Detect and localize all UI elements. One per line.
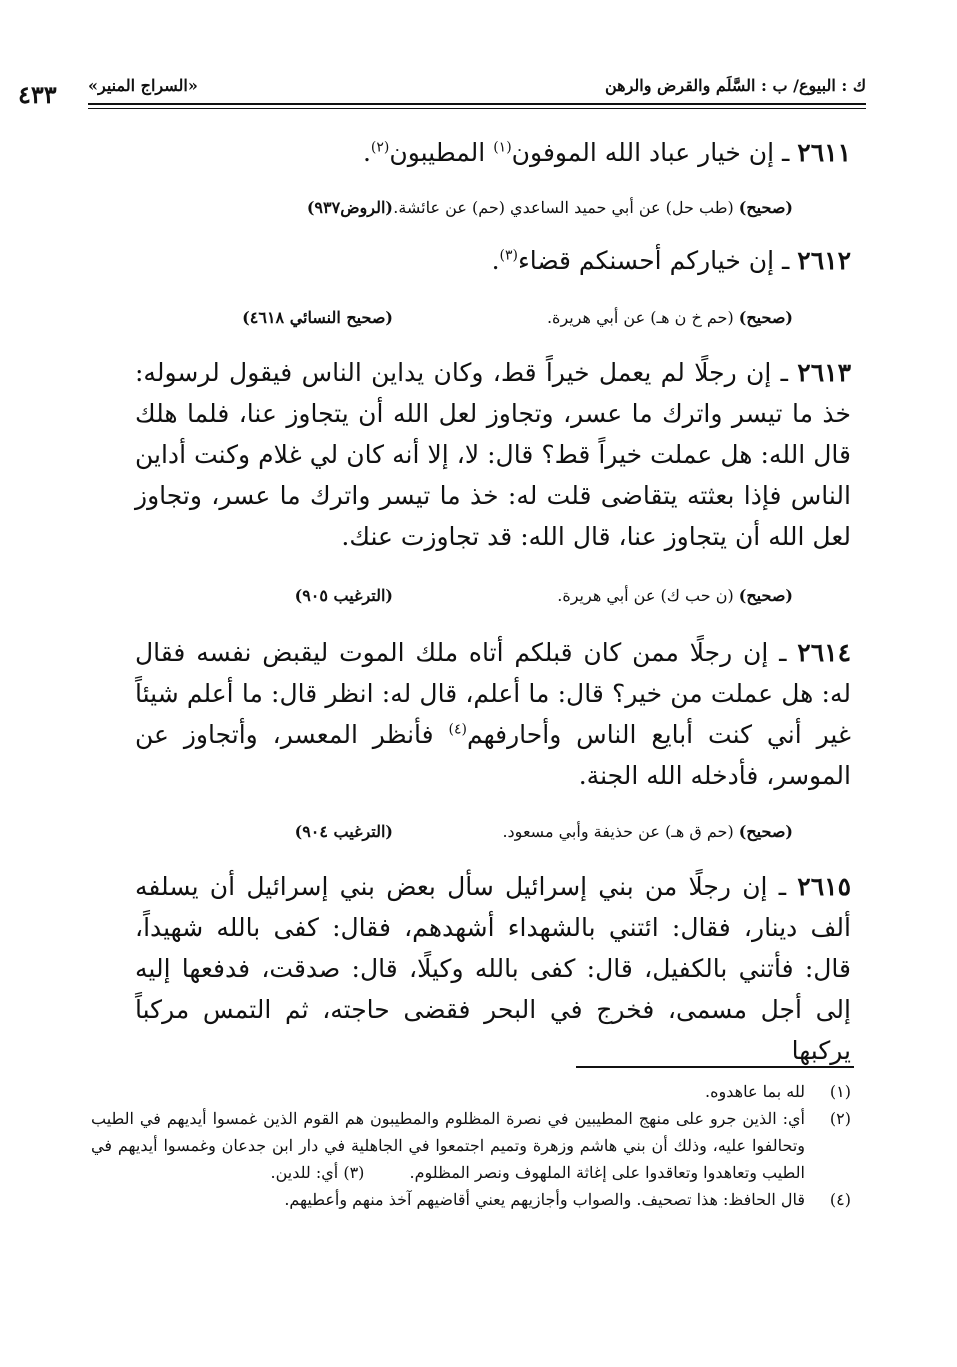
hadith-number: ٢٦١٢ bbox=[797, 246, 851, 275]
punctuation: . bbox=[491, 246, 500, 275]
reference: (الروض٩٣٧) bbox=[306, 198, 393, 217]
running-header bbox=[88, 72, 866, 102]
chapter-title: ك : البيوع/ ب : السَّلَم والقرض والرهن bbox=[604, 76, 866, 95]
page-number: ٤٣٣ bbox=[18, 80, 57, 109]
hadith-number: ٢٦١٤ bbox=[797, 638, 851, 667]
reference: (الترغيب ٩٠٥) bbox=[294, 586, 393, 605]
footnote-marker[interactable]: (١) bbox=[493, 139, 512, 156]
source-line bbox=[93, 586, 793, 612]
footnote-marker[interactable]: (٣) bbox=[499, 247, 518, 264]
footnote-separator bbox=[576, 1066, 854, 1068]
hadith-text: إن رجلًا ممن كان قبلكم أتاه ملك الموت ليقبض نفسه فقال له: هل عملت من خير؟ قال: ما أعلم، قال له: انظر قال: ما أعلم شيئاً غير أني كنت أبايع الناس وأحارفهم bbox=[135, 638, 851, 749]
footnote-4 bbox=[91, 1186, 851, 1213]
grade: (صحيح) bbox=[738, 198, 793, 217]
footnote-number: (٢) bbox=[829, 1109, 851, 1128]
hadith-2611: ٢٦١١ ـ إن خيار عباد الله الموفون$^{(١)}$ المطيبون$^{(٢)}$. bbox=[362, 138, 851, 167]
footnote-number: (٣) bbox=[343, 1163, 365, 1182]
footnote-1 bbox=[91, 1078, 851, 1105]
source-chain bbox=[393, 198, 793, 217]
hadith-number: ٢٦١١ bbox=[797, 138, 851, 167]
reference: (صحيح النسائي ٤٦١٨) bbox=[242, 308, 393, 327]
source-chain bbox=[502, 822, 793, 841]
hadith-number: ٢٦١٣ bbox=[797, 358, 852, 387]
grade: (صحيح) bbox=[738, 308, 793, 327]
narrators: (حم ق هـ) عن حذيفة وأبي مسعود. bbox=[502, 822, 734, 841]
footnote-2 bbox=[91, 1105, 851, 1186]
hadith-2615: ٢٦١٥ ـ إن رجلًا من بني إسرائيل سأل بعض بني إسرائيل أن يسلفه ألف دينار، فقال: ائتني بالشهداء أشهدهم، فقال: كفى بالله شهيداً، قال: فأتني بالكفيل، قال: كفى بالله وكيلًا، قال: صدقت، فدفعها إليه إلى أجل مسمى، فخرج في البحر فقضى حاجته، ثم التمس مركباً يركبها bbox=[135, 872, 851, 1065]
hadith-text: إن خياركم أحسنكم قضاء bbox=[517, 246, 775, 275]
header-rule bbox=[88, 103, 866, 105]
footnote-text: أي: الذين جرو على منهج المطيبين في نصرة المظلوم والمطيبون هم القوم الذين غمسوا أيديهم في الطيب وتحالفوا عليه، وذلك أن بني هاشم وزهرة وتميم اجتمعوا في الجاهلية في دار ابن جدعان وغمسوا أيديهم في الطيب وتعاهدوا وتعاقدوا على إغاثة الملهوف ونصر المظلوم. bbox=[91, 1109, 806, 1182]
source-chain bbox=[547, 308, 793, 327]
source-line bbox=[93, 822, 793, 848]
punctuation: . bbox=[362, 138, 371, 167]
narrators: (ن حب ك) عن أبي هريرة. bbox=[557, 586, 734, 605]
source-line bbox=[93, 308, 793, 334]
hadith-2614: ٢٦١٤ ـ إن رجلًا ممن كان قبلكم أتاه ملك الموت ليقبض نفسه فقال له: هل عملت من خير؟ قال: ما أعلم، قال له: انظر قال: ما أعلم شيئاً غير أني كنت أبايع الناس وأحارفهم$^{(٤)}$ فأنظر المعسر، وأتجاوز عن الموسر، فأدخله الله الجنة. bbox=[135, 638, 851, 790]
hadith-text: إن رجلًا من بني إسرائيل سأل بعض بني إسرائيل أن يسلفه ألف دينار، فقال: ائتني بالشهداء أشهدهم، فقال: كفى بالله شهيداً، قال: فأتني بالكفيل، قال: كفى بالله وكيلًا، قال: صدقت، فدفعها إليه إلى أجل مسمى، فخرج في البحر فقضى حاجته، ثم التمس مركباً يركبها bbox=[135, 872, 851, 1065]
hadith-2613: ٢٦١٣ ـ إن رجلًا لم يعمل خيراً قط، وكان يداين الناس فيقول لرسوله: خذ ما تيسر واترك ما عسر، وتجاوز لعل الله أن يتجاوز عنا، فلما هلك قال الله: هل عملت خيراً قط؟ قال: لا، إلا أنه كان لي غلام وكنت أداين الناس فإذا بعثته يتقاضى قلت له: خذ ما تيسر واترك ما عسر، وتجاوز لعل الله أن يتجاوز عنا، قال الله: قد تجاوزت عنك. bbox=[135, 358, 852, 551]
header-rule-thin bbox=[88, 108, 866, 109]
footnote-number: (١) bbox=[829, 1082, 851, 1101]
grade: (صحيح) bbox=[738, 822, 793, 841]
footnote-text: لله بما عاهدوه. bbox=[705, 1082, 805, 1101]
book-title: «السراج المنير» bbox=[88, 76, 198, 95]
reference: (الترغيب ٩٠٤) bbox=[294, 822, 393, 841]
source-chain bbox=[557, 586, 793, 605]
hadith-text: إن رجلًا لم يعمل خيراً قط، وكان يداين الناس فيقول لرسوله: خذ ما تيسر واترك ما عسر، وتجاوز لعل الله أن يتجاوز عنا، فلما هلك قال الله: هل عملت خيراً قط؟ قال: لا، إلا أنه كان لي غلام وكنت أداين الناس فإذا بعثته يتقاضى قلت له: خذ ما تيسر واترك ما عسر، وتجاوز لعل الله أن يتجاوز عنا، قال الله: قد تجاوزت عنك. bbox=[135, 358, 851, 551]
narrators: (حم خ ن هـ) عن أبي هريرة. bbox=[546, 308, 734, 327]
hadith-number: ٢٦١٥ bbox=[797, 872, 851, 901]
grade: (صحيح) bbox=[738, 586, 793, 605]
footnote-text: قال الحافظ: هذا تصحيف. والصواب وأجازيهم يعني أقاضيهم آخذ منهم وأعطيهم. bbox=[284, 1190, 805, 1209]
source-line bbox=[93, 198, 793, 224]
hadith-text: فأنظر المعسر، وأتجاوز عن الموسر، فأدخله الله الجنة. bbox=[135, 720, 851, 790]
footnote-number: (٤) bbox=[829, 1190, 851, 1209]
footnote-marker[interactable]: (٤) bbox=[448, 721, 467, 738]
hadith-2612: ٢٦١٢ ـ إن خياركم أحسنكم قضاء$^{(٣)}$. bbox=[491, 246, 851, 275]
hadith-text: إن خيار عباد الله الموفون bbox=[511, 138, 775, 167]
footnotes bbox=[91, 1078, 851, 1213]
footnote-text: أي: للدين. bbox=[270, 1163, 339, 1182]
hadith-text: المطيبون bbox=[389, 138, 494, 167]
narrators: (طب حل) عن أبي حميد الساعدي (حم) عن عائشة. bbox=[393, 198, 734, 217]
footnote-marker[interactable]: (٢) bbox=[370, 139, 390, 156]
